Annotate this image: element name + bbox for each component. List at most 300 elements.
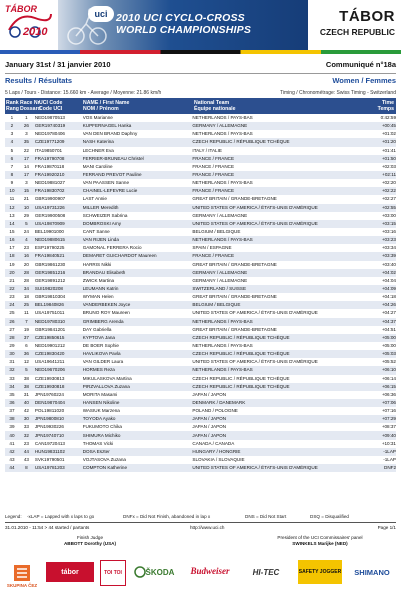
team-cell: NETHERLANDS / PAYS-BAS — [192, 131, 253, 137]
time-cell: +06:36 — [381, 391, 396, 397]
race-nr-cell: 28 — [19, 269, 34, 277]
col-name: NAME / First Name NOM / Prénom — [83, 100, 130, 112]
table-row — [5, 399, 396, 407]
table-row — [5, 244, 396, 252]
table-row — [5, 431, 396, 439]
race-nr-cell: 38 — [19, 383, 34, 391]
name-cell: TOYODA Ayako — [83, 415, 193, 423]
race-nr-cell: 15 — [19, 187, 34, 195]
table-row — [5, 252, 396, 260]
name-cell: SHIMURA Michiko — [83, 431, 193, 439]
date-line — [5, 60, 396, 72]
table-row — [5, 277, 396, 285]
race-nr-cell: 20 — [23, 261, 29, 267]
race-nr-cell: 12 — [23, 359, 29, 365]
table-row — [5, 163, 396, 171]
race-nr-cell: 30 — [19, 415, 34, 423]
time-cell: +05:00 — [362, 334, 396, 342]
category-title: Women / Femmes — [332, 76, 396, 85]
time-cell: +04:02 — [362, 269, 396, 277]
name-cell: LECHNER Eva — [82, 147, 114, 153]
uci-code-cell: GBR19810304 — [34, 294, 66, 300]
table-row — [5, 415, 396, 423]
name-cell: FUKUMOTO Chika — [82, 424, 122, 430]
uci-code-cell: ITA19850701 — [34, 147, 63, 153]
skoda-icon — [134, 566, 146, 578]
header-banner — [0, 0, 401, 50]
time-cell: DNF2 — [362, 464, 396, 472]
table-row — [5, 375, 396, 383]
footer-info — [5, 525, 396, 533]
time-cell: +01:02 — [381, 131, 396, 137]
time-cell: +04:37 — [362, 318, 396, 326]
uci-code-cell: USA19870909 — [34, 220, 83, 228]
name-cell: VOS Marianne — [82, 115, 113, 121]
race-nr-cell: 1 — [25, 115, 28, 121]
host-country: CZECH REPUBLIC — [319, 27, 395, 37]
race-nr-cell: 24 — [23, 229, 29, 235]
name-cell: MORITA Masami — [82, 391, 118, 397]
generated-datetime: 31.01.2010 - 11:54 > 44 started / partants — [5, 525, 90, 530]
divider — [5, 73, 396, 74]
rank-cell: 15 — [9, 229, 15, 235]
judge-title: Finish Judge — [76, 535, 104, 540]
uci-code-cell: FRA19920210 — [34, 171, 83, 179]
uci-code-cell: CZE19830420 — [34, 350, 83, 358]
time-cell: +06:15 — [362, 383, 396, 391]
time-cell: 0:42:59 — [380, 115, 396, 121]
uci-code-cell: BEL19840826 — [34, 301, 83, 309]
communique-number: Communiqué n°18a — [325, 60, 396, 69]
time-cell: +02:20 — [381, 180, 396, 186]
rank-cell: 16 — [5, 236, 19, 244]
time-cell: +03:23 — [362, 236, 396, 244]
race-nr-cell: 34 — [19, 285, 34, 293]
table-row — [5, 301, 396, 309]
race-nr-cell: 26 — [19, 122, 34, 130]
race-nr-cell: 36 — [19, 350, 34, 358]
table-row — [5, 236, 396, 244]
uci-code-cell: FRA19870118 — [34, 163, 65, 169]
col-time: Time Temps — [377, 100, 394, 112]
time-cell: +04:18 — [381, 294, 396, 300]
table-row — [5, 114, 396, 122]
uci-code-cell: GBR19841201 — [34, 326, 66, 332]
uci-code-cell: CZE19850615 — [34, 334, 83, 342]
time-cell: +04:51 — [381, 326, 396, 332]
table-row — [5, 147, 396, 155]
section-line — [5, 76, 396, 88]
name-cell: VANDERBEKEN Joyce — [83, 301, 193, 309]
race-nr-cell: 28 — [23, 277, 29, 283]
rank-cell: 27 — [9, 326, 15, 332]
timing-info: Timing / Chronométrage: Swiss Timing - Switzerland — [280, 90, 396, 96]
race-nr-cell: 29 — [23, 212, 29, 218]
time-cell: +00:45 — [362, 122, 396, 130]
legend — [5, 514, 396, 522]
table-row — [5, 383, 396, 391]
time-cell: +01:20 — [362, 138, 396, 146]
divider — [5, 522, 396, 523]
uci-code-cell: GBR19900907 — [34, 196, 66, 202]
team-cell: UNITED STATES OF AMERICA / ÉTATS-UNIS D'AMÉRIQUE — [192, 359, 318, 365]
team-cell: SLOVAKIA / SLOVAQUIE — [192, 456, 245, 462]
team-cell: BELGIUM / BELGIQUE — [192, 301, 362, 309]
time-cell: +02:27 — [381, 196, 396, 202]
rank-cell: 36 — [5, 399, 19, 407]
name-cell: KYPTOVA Jana — [83, 334, 193, 342]
team-cell: BELGIUM / BELGIQUE — [192, 229, 241, 235]
team-cell: DENMARK / DANEMARK — [192, 399, 362, 407]
race-nr-cell: 33 — [23, 424, 29, 430]
uci-code-cell: CZE19930813 — [34, 375, 65, 381]
rank-cell: 10 — [5, 187, 19, 195]
time-cell: +01:50 — [362, 155, 396, 163]
table-row — [5, 309, 396, 317]
rank-cell: 3 — [10, 131, 14, 137]
name-cell: DOSA Eszter — [83, 448, 193, 456]
uci-code-cell: HUN19831102 — [34, 448, 83, 456]
uci-code-cell: FRA19790708 — [34, 155, 83, 163]
table-row — [5, 391, 396, 399]
race-nr-cell: 8 — [19, 464, 34, 472]
rank-cell: 32 — [5, 366, 19, 374]
uci-code-cell: CZE19930818 — [34, 383, 83, 391]
rank-cell: 2 — [5, 122, 19, 130]
table-row — [5, 187, 396, 195]
uci-code-cell: JPN19930226 — [34, 424, 64, 430]
uci-code-cell: NED19670206 — [34, 366, 83, 374]
judge-name: ABBOTT Dorothy (USA) — [63, 541, 117, 546]
rank-cell: 22 — [5, 285, 19, 293]
uci-code-cell: BEL19901000 — [34, 229, 64, 235]
race-nr-cell: 31 — [23, 391, 29, 397]
time-cell: +06:10 — [362, 366, 396, 374]
time-cell: +02:55 — [362, 204, 396, 212]
name-cell: VAN DEN BRAND Daphny — [82, 131, 138, 137]
race-nr-cell: 21 — [23, 196, 29, 202]
rank-cell: 20 — [5, 269, 19, 277]
table-row — [5, 171, 396, 179]
team-cell: FRANCE / FRANCE — [192, 171, 362, 179]
rank-cell: 12 — [5, 204, 19, 212]
uci-code-cell: GER19851216 — [34, 269, 83, 277]
uci-code-cell: USA19781203 — [34, 464, 83, 472]
team-cell: GERMANY / ALLEMAGNE — [192, 122, 362, 130]
name-cell: HAVLIKOVA Pavla — [83, 350, 193, 358]
time-cell: +07:29 — [362, 415, 396, 423]
time-cell: +03:15 — [362, 220, 396, 228]
name-cell: FERRIER-BRUNEAU Christel — [83, 155, 193, 163]
race-nr-cell: 7 — [19, 318, 34, 326]
team-cell: FRANCE / FRANCE — [192, 252, 362, 260]
uci-code-cell: DEN19870404 — [34, 399, 83, 407]
rank-cell: 40 — [5, 431, 19, 439]
sponsor-skoda-logo — [130, 562, 178, 582]
name-cell: BRUNO ROY Maureen — [82, 310, 130, 316]
rainbow-stripe — [0, 50, 401, 54]
team-cell: CANADA / CANADA — [192, 440, 235, 446]
legend-dsq: DSQ = Disqualified — [310, 514, 349, 519]
race-nr-cell: 43 — [23, 456, 29, 462]
table-row — [5, 212, 396, 220]
name-cell: SCHWEIZER Sabrina — [82, 212, 128, 218]
table-row — [5, 358, 396, 366]
team-cell: CZECH REPUBLIC / RÉPUBLIQUE TCHÈQUE — [192, 138, 362, 146]
sponsor-label: ŠKODA — [145, 567, 175, 577]
team-cell: UNITED STATES OF AMERICA / ÉTATS-UNIS D'AMÉRIQUE — [192, 464, 362, 472]
sponsor-cez-logo — [4, 558, 40, 592]
team-cell: UNITED STATES OF AMERICA / ÉTATS-UNIS D'AMÉRIQUE — [192, 204, 362, 212]
name-cell: MILLER Meredith — [83, 204, 193, 212]
race-nr-cell: 10 — [19, 204, 34, 212]
race-distance: 5 Laps / Tours - Distance: 15.660 km - Average / Moyenne: 21.86 km/h — [5, 90, 162, 96]
team-cell: GERMANY / ALLEMAGNE — [192, 212, 248, 218]
col-race-nr: Race Nr Dossard — [20, 100, 41, 112]
team-cell: POLAND / POLOGNE — [192, 408, 238, 414]
section-title: Results / Résultats — [5, 76, 73, 85]
event-date: January 31st / 31 janvier 2010 — [5, 60, 111, 69]
uci-code-cell: NED19870513 — [34, 115, 65, 121]
race-nr-cell: 40 — [19, 399, 34, 407]
table-row — [5, 350, 396, 358]
time-cell: +03:00 — [381, 212, 396, 218]
rank-cell: 43 — [9, 456, 15, 462]
page-number: Page 1/1 — [377, 525, 396, 530]
race-nr-cell: 3 — [25, 180, 28, 186]
table-row — [5, 326, 396, 334]
rank-cell: 44 — [5, 464, 19, 472]
time-cell: +05:00 — [381, 343, 396, 348]
team-cell: NETHERLANDS / PAYS-BAS — [192, 115, 253, 121]
race-nr-cell: 37 — [19, 334, 34, 342]
team-cell: CZECH REPUBLIC / RÉPUBLIQUE TCHÈQUE — [192, 383, 362, 391]
sponsor-bar — [0, 552, 401, 600]
time-cell: +07:06 — [362, 399, 396, 407]
team-cell: FRANCE / FRANCE — [192, 163, 235, 169]
commissaire-name: SWINKELS Marijke (NED) — [292, 541, 348, 546]
team-cell: FRANCE / FRANCE — [192, 155, 362, 163]
uci-logo: uci — [88, 6, 114, 22]
table-row — [5, 318, 396, 326]
rank-cell: 33 — [9, 375, 15, 381]
team-cell: NETHERLANDS / PAYS-BAS — [192, 180, 253, 186]
rank-cell: 17 — [9, 245, 15, 251]
rank-cell: 29 — [9, 343, 15, 348]
uci-code-cell: NED19780310 — [34, 318, 83, 326]
rank-cell: 19 — [9, 261, 15, 267]
table-row — [5, 138, 396, 146]
name-cell: ZWICK Martina — [82, 277, 115, 283]
team-cell: NETHERLANDS / PAYS-BAS — [192, 236, 362, 244]
banner-title-line1: 2010 UCI CYCLO-CROSS — [116, 12, 245, 24]
legend-dnf: DNFx = Did Not Finish, abandoned in lap x — [123, 514, 211, 519]
table-header — [5, 98, 396, 114]
team-cell: ITALY / ITALIE — [192, 147, 222, 153]
name-cell: CHAINEL-LEFEVRE Lucie — [83, 187, 193, 195]
table-row — [5, 285, 396, 293]
results-table — [5, 114, 396, 472]
name-cell: BRANDAU Elisabeth — [83, 269, 193, 277]
rank-cell: 5 — [10, 147, 14, 153]
team-cell: JAPAN / JAPON — [192, 431, 362, 439]
table-row — [5, 334, 396, 342]
logo-text: TÁBOR — [5, 4, 37, 14]
name-cell: MANI Caroline — [82, 163, 113, 169]
sponsor-shimano-logo: SHIMANO — [354, 567, 390, 577]
uci-code-cell: NED19901212 — [34, 343, 65, 348]
name-cell: WASIUK Marzena — [82, 408, 120, 414]
time-cell: +08:37 — [381, 424, 396, 430]
rank-cell: 11 — [9, 196, 15, 202]
team-cell: CZECH REPUBLIC / RÉPUBLIQUE TCHÈQUE — [192, 350, 362, 358]
time-cell: +03:34 — [381, 245, 396, 251]
race-nr-cell: 18 — [23, 294, 29, 300]
logo-year: 2010 — [23, 26, 48, 38]
event-logo — [0, 0, 58, 50]
rank-cell: 25 — [9, 310, 15, 316]
time-cell: +05:52 — [381, 359, 396, 365]
rank-cell: 28 — [5, 334, 19, 342]
team-cell: JAPAN / JAPON — [192, 424, 227, 430]
team-cell: JAPAN / JAPON — [192, 415, 362, 423]
race-nr-cell: 6 — [25, 343, 28, 348]
time-cell: +09:40 — [362, 431, 396, 439]
race-nr-cell: 42 — [23, 408, 29, 414]
team-cell: JAPAN / JAPON — [192, 391, 227, 397]
race-nr-cell: 32 — [19, 431, 34, 439]
table-row — [5, 448, 396, 456]
legend-label: Legend: — [5, 514, 22, 519]
rank-cell: 26 — [5, 318, 19, 326]
uci-code-cell: ESP19790225 — [34, 245, 65, 251]
commissaire-president — [250, 535, 390, 547]
uci-code-cell: GER19891212 — [34, 277, 66, 283]
rank-cell: 7 — [10, 163, 14, 169]
name-cell: VAN GILDER Laura — [82, 359, 124, 365]
rank-cell: 37 — [9, 408, 15, 414]
host-city-block — [308, 0, 401, 50]
uci-code-cell: GBR19861230 — [34, 261, 66, 267]
race-nr-cell: 5 — [19, 366, 34, 374]
table-row — [5, 366, 396, 374]
time-cell: +04:27 — [381, 310, 396, 316]
time-cell: +02:03 — [381, 163, 396, 169]
time-cell: +04:04 — [381, 277, 396, 283]
team-cell: GREAT BRITAIN / GRANDE-BRETAGNE — [192, 294, 277, 300]
uci-code-cell: CZE19771209 — [34, 138, 83, 146]
team-cell: HUNGARY / HONGRIE — [192, 448, 362, 456]
uci-code-cell: NED19881027 — [34, 180, 65, 186]
rank-cell: 41 — [9, 440, 15, 446]
uci-code-cell: FRA19840521 — [34, 252, 83, 260]
name-cell: MIKULASKOVA Martina — [82, 375, 132, 381]
rank-cell: 13 — [9, 212, 15, 218]
legend-dns: DNS = Did Not Start — [245, 514, 287, 519]
col-rank: Rank Rang — [6, 100, 19, 112]
team-cell: NETHERLANDS / PAYS-BAS — [192, 366, 362, 374]
name-cell: DOMBROSKI Amy — [83, 220, 193, 228]
name-cell: DAY Gabriella — [82, 326, 112, 332]
banner-title-line2: WORLD CHAMPIONSHIPS — [116, 24, 252, 36]
name-cell: THOMAS Vicki — [82, 440, 114, 446]
team-cell: FRANCE / FRANCE — [192, 187, 362, 195]
rank-cell: 42 — [5, 448, 19, 456]
name-cell: LAST Annie — [82, 196, 107, 202]
time-cell: -1LAP — [383, 456, 396, 462]
name-cell: NASH Katerina — [83, 138, 193, 146]
sponsor-label: SKUPINA ČEZ — [6, 582, 38, 588]
time-cell: +04:26 — [362, 301, 396, 309]
sponsor-safetyjogger-logo: SAFETY JOGGER — [298, 560, 342, 584]
host-city: TÁBOR — [339, 8, 395, 25]
time-cell: +01:41 — [381, 147, 396, 153]
table-row — [5, 228, 396, 236]
race-nr-cell: 23 — [23, 440, 29, 446]
tabor-2010-logo — [5, 4, 53, 40]
name-cell: KUPFERNAGEL Hanka — [83, 122, 193, 130]
uci-code-cell: NED19880615 — [34, 236, 83, 244]
table-row — [5, 269, 396, 277]
uci-code-cell: NED19780406 — [34, 131, 65, 137]
name-cell: FERRAND PREVOT Pauline — [83, 171, 193, 179]
rank-cell: 35 — [9, 391, 15, 397]
table-row — [5, 204, 396, 212]
name-cell: LEUMANN Katrin — [83, 285, 193, 293]
rank-cell: 21 — [9, 277, 15, 283]
time-cell: +06:14 — [381, 375, 396, 381]
time-cell: +02:11 — [362, 171, 396, 179]
uci-code-cell: GER19900508 — [34, 212, 66, 218]
race-nr-cell: 3 — [25, 131, 28, 137]
table-row — [5, 293, 396, 301]
name-cell: DE BOER Sophie — [82, 343, 119, 348]
name-cell: GRIMBERG Arenda — [83, 318, 193, 326]
uci-code-cell: JPN19760224 — [34, 391, 64, 397]
table-row — [5, 179, 396, 187]
table-row — [5, 195, 396, 203]
time-cell: +04:09 — [362, 285, 396, 293]
race-nr-cell: 22 — [23, 147, 29, 153]
race-nr-cell: 11 — [23, 310, 29, 316]
name-cell: DEMARET GUICHARDOT Maureen — [83, 252, 193, 260]
sponsor-hitec-logo: HI-TEC — [252, 567, 280, 577]
race-nr-cell: 38 — [23, 375, 29, 381]
race-nr-cell: 5 — [19, 220, 34, 228]
race-nr-cell: 16 — [19, 252, 34, 260]
race-nr-cell: 4 — [19, 236, 34, 244]
rank-cell: 8 — [5, 171, 19, 179]
rank-cell: 9 — [10, 180, 14, 186]
rank-cell: 23 — [9, 294, 15, 300]
time-cell: +03:40 — [381, 261, 396, 267]
time-cell: +03:39 — [362, 252, 396, 260]
commissaire-title: President of the UCI Commissaires' panel — [277, 535, 363, 540]
finish-judge — [30, 535, 150, 547]
rank-cell: 31 — [9, 359, 15, 365]
time-cell: +07:16 — [381, 408, 396, 414]
name-cell: HARRIS Nikki — [82, 261, 112, 267]
time-cell: +10:31 — [381, 440, 396, 446]
uci-url[interactable]: http://www.uci.ch — [190, 525, 225, 530]
name-cell: VOJTASOVA Zuzana — [82, 456, 126, 462]
team-cell: GREAT BRITAIN / GRANDE-BRETAGNE — [192, 326, 277, 332]
name-cell: HANSEN Nikoline — [83, 399, 193, 407]
table-row — [5, 220, 396, 228]
team-cell: SWITZERLAND / SUISSE — [192, 285, 362, 293]
team-cell: GERMANY / ALLEMAGNE — [192, 269, 362, 277]
sponsor-tabor-logo: tábor — [46, 562, 94, 582]
